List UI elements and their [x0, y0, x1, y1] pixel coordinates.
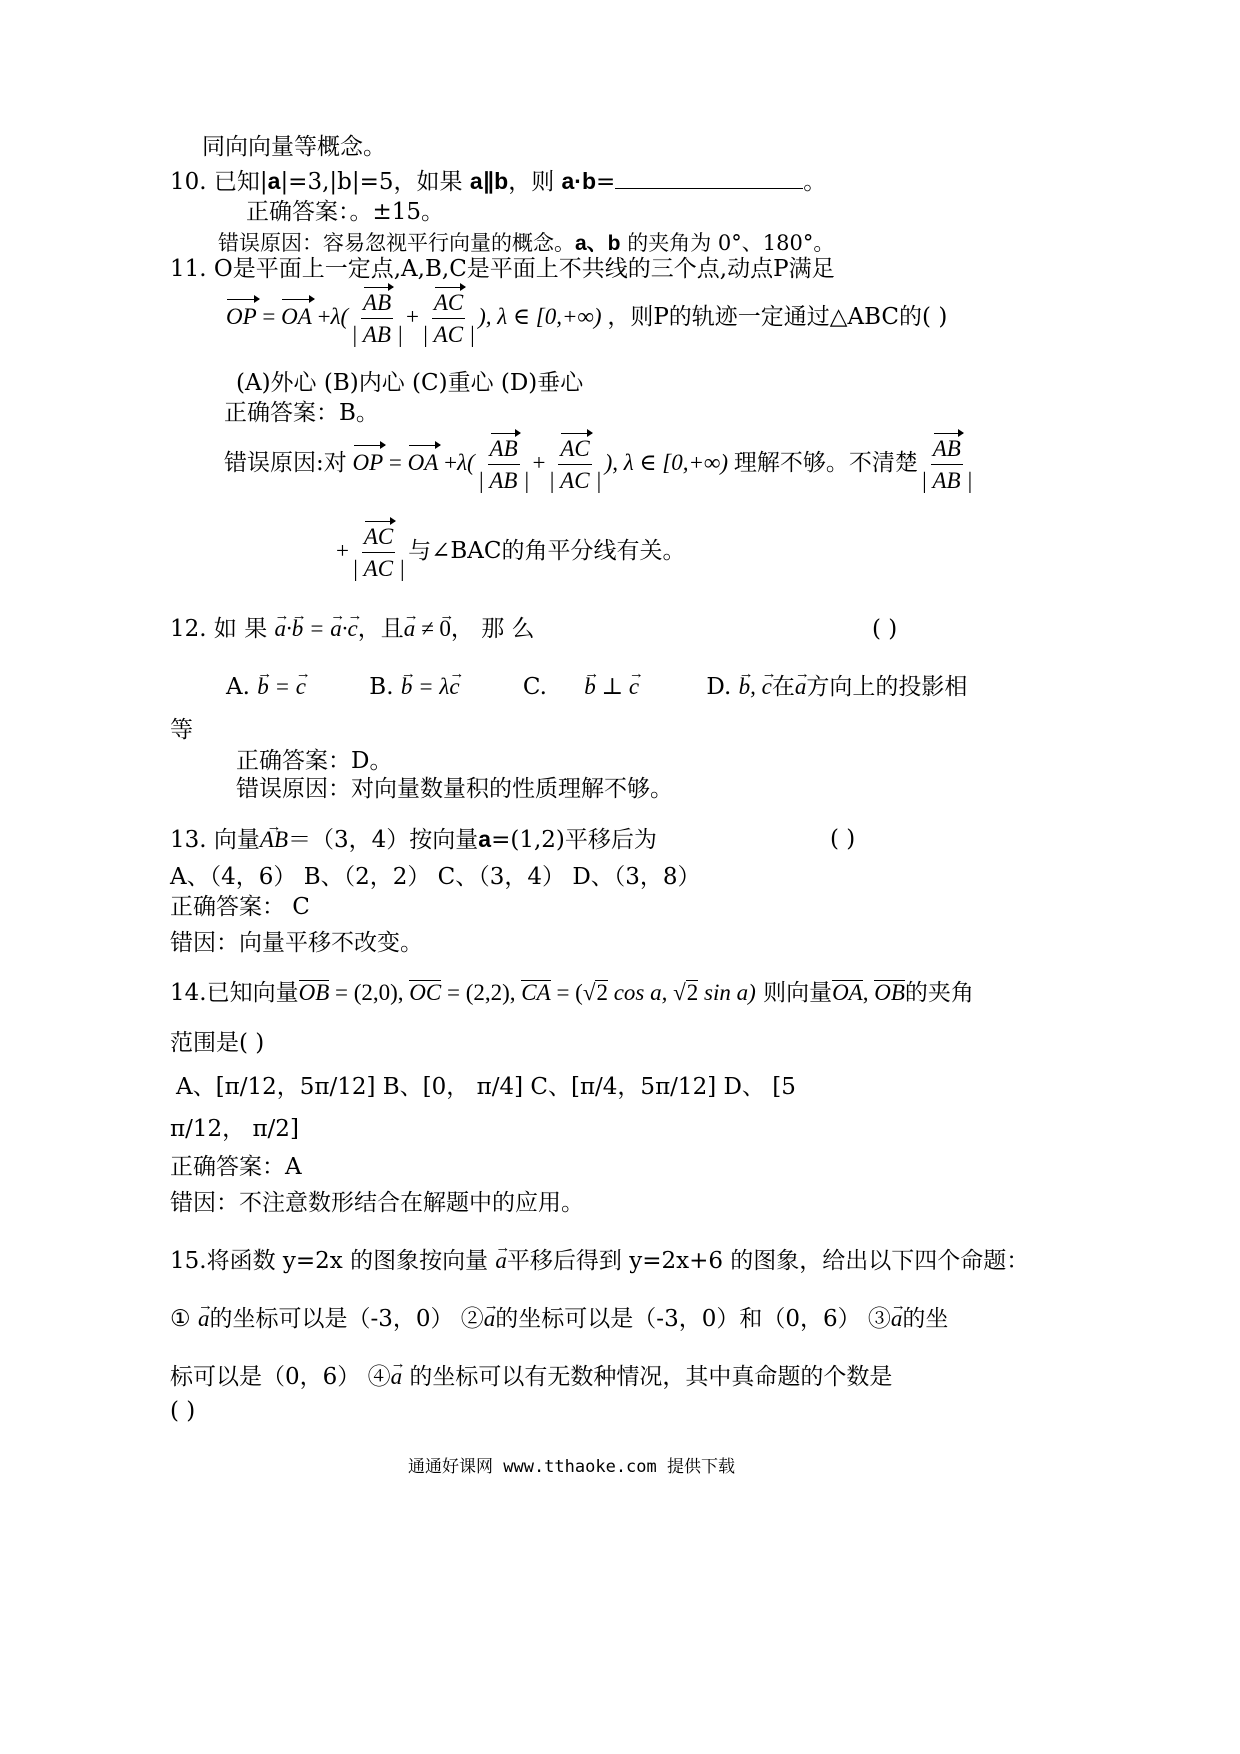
q13-options: A、（4，6） B、（2，2） C、（3，4） D、（3，8） [170, 864, 701, 890]
q12-text-c: ， 那 么 [450, 616, 535, 642]
sqrt-2: 2 [596, 980, 608, 1005]
eq-sign: = [262, 303, 276, 329]
q13-error: 错因：向量平移不改变。 [170, 930, 423, 956]
q11-answer: 正确答案：B。 [224, 400, 379, 426]
q14-text-b: 则向量 [763, 980, 833, 1006]
q12-text-a: 12. 如 果 [170, 616, 268, 642]
lambda-open: λ( [457, 449, 475, 475]
q12-opt-a: b → = c → [257, 674, 306, 699]
frac-AB [921, 436, 973, 493]
q12-error: 错误原因：对向量数量积的性质理解不够。 [236, 776, 673, 802]
q13-text-b: ＝（3，4）按向量 [288, 827, 479, 853]
intro-line: 同向向量等概念。 [202, 134, 386, 160]
q12-opt-d-text-b: 方向上的投影相 [806, 674, 968, 700]
q15-text-l3b: 的坐标可以有无数种情况，其中真命题的个数是 [409, 1364, 893, 1390]
vec-OA: OA [281, 302, 312, 332]
lambda-tail: ), λ ∈ [0,+∞) [604, 449, 729, 475]
vec-OA: OA [408, 448, 439, 478]
q11-error-line2 [336, 524, 686, 581]
q10-a-dot-b: a·b [561, 168, 596, 194]
q10-error-a: 错误原因：容易忽视平行向量的概念。 [218, 231, 575, 255]
vec-OA: OA [832, 980, 863, 1005]
q10-text-c: ，则 [508, 169, 555, 195]
q10-answer-blank [615, 166, 803, 189]
q12-opt-c-label: C. [522, 674, 547, 700]
sin-a: sin a) [698, 980, 756, 1005]
abs-AC: | AC | [422, 322, 476, 347]
q10-error-ab: a、b [575, 232, 621, 255]
q11-error-c: 与∠BAC的角平分线有关。 [408, 537, 686, 564]
lambda-tail: ), λ ∈ [0,+∞) [478, 303, 602, 329]
question-11-stem: 11. O是平面上一定点,A,B,C是平面上不共线的三个点,动点P满足 [170, 256, 835, 282]
question-13 [170, 824, 657, 855]
q13-bold-a: a [478, 826, 492, 852]
vec-AC: AC [560, 436, 590, 461]
q15-circle-1: ① [170, 1306, 191, 1332]
plus-sign: + [317, 303, 331, 329]
q14-options-line1: A、[π/12，5π/12] B、[0， π/4] C、[π/4，5π/12] D、 [5 [176, 1074, 796, 1100]
q12-paren: ( ) [872, 616, 898, 642]
q15-text-l2d: 的坐 [902, 1306, 949, 1332]
page-footer: 通通好课网 www.tthaoke.com 提供下载 [408, 1457, 735, 1477]
q13-paren: ( ) [830, 826, 856, 852]
question-15-line1 [170, 1246, 1029, 1276]
vec-AB: AB [489, 436, 518, 461]
vec-OP: OP [353, 448, 384, 478]
q10-text-e: 。 [803, 169, 827, 195]
q12-opt-b: b → = λc → [401, 674, 460, 699]
q11-tail: ，则P的轨迹一定通过△ABC的( ) [607, 303, 948, 330]
comma: , [862, 980, 875, 1005]
q10-text-a: 10. 已知| [170, 169, 268, 195]
vec-OB: OB [874, 980, 905, 1005]
q12-answer: 正确答案：D。 [236, 748, 393, 774]
q12-expr: a →·b → = a →·c → [275, 616, 358, 641]
q12-ne: a → ≠ 0 → [404, 616, 451, 641]
plus-sign: + [336, 537, 349, 563]
sqrt-2: 2 [686, 980, 699, 1005]
q11-error-a: 错误原因:对 [224, 449, 347, 476]
q10-bold-a: a [267, 168, 281, 194]
q12-options [226, 672, 967, 702]
vec-AC: AC [433, 290, 464, 315]
q15-vec-a: a → [391, 1362, 403, 1392]
q15-text-b: 平移后得到 y=2x+6 的图象，给出以下四个命题： [506, 1248, 1030, 1274]
q11-error-b: 理解不够。不清楚 [733, 449, 918, 476]
q13-vec-AB: AB → [260, 825, 288, 855]
q11-options: (A)外心 (B)内心 (C)重心 (D)垂心 [236, 370, 584, 396]
q13-answer: 正确答案： C [170, 894, 310, 920]
abs-AB: | AB | [351, 322, 404, 347]
q14-text-a: 14.已知向量 [170, 980, 299, 1006]
q11-error-line1 [224, 436, 976, 493]
vec-AB: AB [932, 436, 961, 461]
q14-text-c: 的夹角 [904, 980, 974, 1006]
q14-options-line2: π/12， π/2] [170, 1116, 299, 1142]
frac-AB [478, 436, 530, 493]
plus-sign: + [444, 449, 458, 475]
question-10 [170, 166, 826, 197]
vec-AC: AC [363, 524, 394, 549]
q12-opt-d-text-a: 在 [771, 674, 795, 700]
q10-answer: 正确答案：。±15。 [246, 199, 445, 225]
question-15-line3 [170, 1362, 892, 1392]
plus-sign: + [532, 449, 546, 475]
vec-OB: OB [298, 980, 330, 1005]
q10-text-d: = [596, 169, 616, 195]
q10-text-b: |=3,|b|=5，如果 [280, 169, 463, 195]
q15-text-l3a: 标可以是（0，6） ④ [170, 1364, 391, 1390]
q12-opt-c: b → ⊥ c → [584, 674, 639, 699]
q12-opt-d-label: D. [706, 674, 732, 700]
plus-sign: + [406, 303, 420, 329]
abs-AB: | AB | [477, 468, 530, 493]
q12-opt-a-label: A. [226, 674, 250, 700]
question-12 [170, 614, 535, 644]
q13-text-a: 13. 向量 [170, 827, 260, 853]
eq-sign: = [388, 449, 402, 475]
question-15-line2 [170, 1304, 948, 1334]
q15-paren: ( ) [170, 1398, 196, 1424]
question-14: 14.已知向量OB = (2,0), OC = (2,2), CA = (√2 cos a, √2 sin a) 则向量OA, OB的夹角 [170, 980, 974, 1006]
vec-OC: OC [409, 980, 442, 1005]
q15-vec-a: a → [495, 1246, 507, 1276]
abs-AC: | AC | [548, 468, 602, 493]
q13-text-c: =(1,2)平移后为 [491, 827, 657, 853]
frac-AC [352, 524, 405, 581]
frac-AC [422, 290, 475, 347]
q15-text-l2b: 的坐标可以是（-3，0） ② [209, 1306, 484, 1332]
q15-vec-a: a → [198, 1304, 210, 1334]
q14-vals-3: = ( [550, 980, 583, 1005]
q15-text-a: 15.将函数 y=2x 的图象按向量 [170, 1248, 489, 1274]
q14-range: 范围是( ) [170, 1030, 265, 1056]
q12-deng: 等 [170, 717, 193, 743]
q14-error: 错因：不注意数形结合在解题中的应用。 [170, 1190, 584, 1216]
cos-a: cos a, [607, 980, 674, 1005]
frac-AC [549, 436, 602, 493]
vec-CA: CA [521, 980, 551, 1005]
q11-formula [226, 290, 947, 347]
abs-AC: | AC | [351, 556, 406, 581]
vec-AB: AB [363, 290, 392, 315]
q12-text-b: ，且 [357, 616, 404, 642]
vec-OP: OP [226, 302, 257, 332]
lambda-open: λ( [330, 303, 349, 329]
q12-opt-d: b →, c → [739, 674, 772, 699]
q10-error-b: 的夹角为 0°、180°。 [627, 231, 835, 255]
q15-vec-a: a → [891, 1304, 903, 1334]
abs-AB: | AB | [920, 468, 973, 493]
frac-AB [351, 290, 403, 347]
q14-vals-2: = (2,2), [441, 980, 522, 1005]
q12-opt-d-a: a → [795, 672, 807, 702]
q14-vals-1: = (2,0), [329, 980, 410, 1005]
q15-vec-a: a → [484, 1304, 496, 1334]
q15-text-l2c: 的坐标可以是（-3，0）和（0，6） ③ [495, 1306, 891, 1332]
q10-a-par-b: a∥b [469, 168, 509, 194]
q12-opt-b-label: B. [369, 674, 394, 700]
q14-answer: 正确答案：A [170, 1154, 302, 1180]
